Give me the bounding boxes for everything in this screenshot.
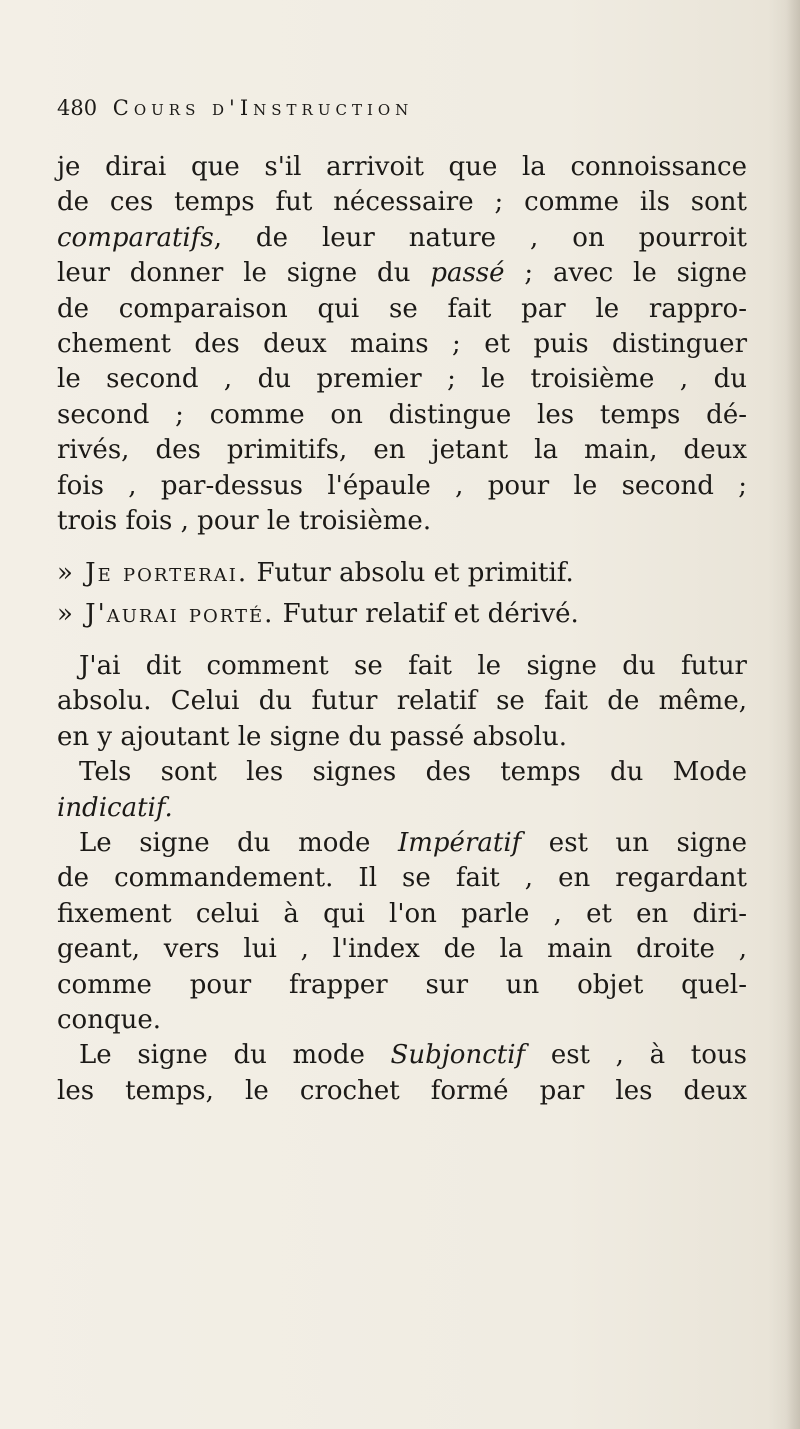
italic-term: comparatifs [57,222,214,253]
text-span: est , à tous [525,1040,747,1071]
page-text [57,150,747,1109]
italic-term: Impératif [397,828,522,859]
italic-term: indicatif. [57,792,173,823]
text-line: de ces temps fut nécessaire ; comme ils sont [57,187,747,218]
text-line: les temps, le crochet formé par les deux [57,1075,747,1106]
text-line: chement des deux mains ; et puis distinguer [57,328,747,359]
small-caps-term: » Je porterai. [57,558,249,589]
text-line [57,791,747,826]
text-line: trois fois , pour le troisième. [57,505,432,536]
text-span: , de leur nature , on pourroit [213,222,747,253]
text-line: geant, vers lui , l'index de la main droite , [57,934,747,965]
italic-term: passé [430,258,505,289]
running-title: Cours d'Instruction [112,96,414,120]
text-line: en y ajoutant le signe du passé absolu. [57,721,567,752]
text-line: je dirai que s'il arrivoit que la connoissance [57,152,747,182]
text-span: Le signe du mode [79,828,398,859]
text-line: de commandement. Il se fait , en regardant [57,863,747,894]
text-line: le second , du premier ; le troisième , du [57,364,747,395]
text-span: ; avec le signe [504,258,748,289]
text-line [57,256,747,291]
text-line: conque. [57,1004,161,1035]
text-line: absolu. Celui du futur relatif se fait de même, [57,686,747,717]
text-line: second ; comme on distingue les temps dé- [57,399,747,430]
running-header [57,96,717,120]
text-line [57,556,747,591]
text-line: comme pour frapper sur un objet quel- [57,969,747,1000]
text-span: Futur absolu et primitif. [248,558,574,589]
small-caps-term: » J'aurai porté. [57,598,275,629]
text-line: J'ai dit comment se fait le signe du futur [79,651,747,682]
text-line: rivés, des primitifs, en jetant la main, deux [57,435,747,466]
page-edge-shadow [786,0,800,1429]
text-line [57,1038,747,1073]
text-span: Le signe du mode [79,1040,391,1071]
text-line: fixement celui à qui l'on parle , et en diri- [57,898,747,929]
page-number: 480 [57,96,98,120]
text-line [57,221,747,256]
text-line [57,826,747,861]
text-line: fois , par-dessus l'épaule , pour le second ; [57,470,747,501]
text-line: de comparaison qui se fait par le rappro- [57,293,747,324]
italic-term: Subjonctif [390,1040,526,1071]
text-span: leur donner le signe du [57,258,431,289]
text-span: Futur relatif et dérivé. [274,598,579,629]
text-span: est un signe [521,828,747,859]
text-line: Tels sont les signes des temps du Mode [79,757,747,788]
text-line [57,597,747,632]
